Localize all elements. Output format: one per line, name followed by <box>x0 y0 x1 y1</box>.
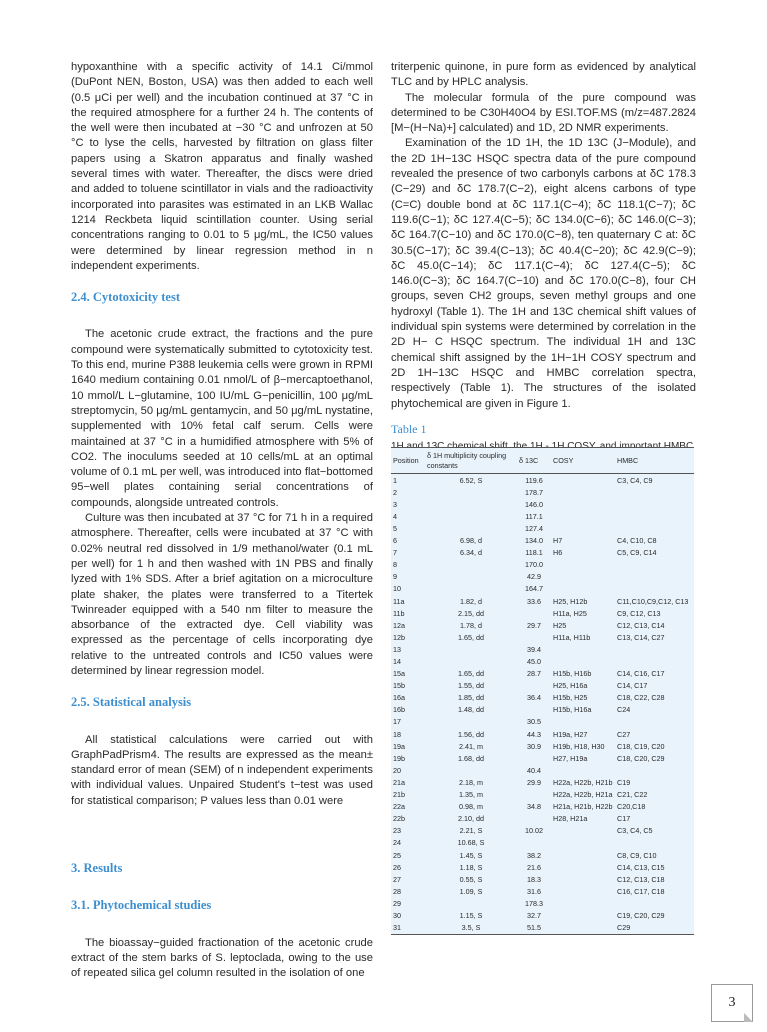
cell-carbon-shift: 36.4 <box>527 693 541 703</box>
cell-hmbc: C18, C19, C20 <box>617 741 665 751</box>
paragraph-cytotoxicity-2: Culture was then incubated at 37 °C for 71 h in a required atmosphere. Thereafter, cells were incubated at 37 °C with 0.02% neutral red dissolved in 1/9 methanol/water (0.1 mL per well) for 1 h and then washed with 1N PBS and finally lyzed with 1% SDS. After a brief agitation on a microculture plate shaker, the plates were transferred to a Titertek Twinreader equipped with a 540 nm filter to measure the absorbance of the extracted dye. Cell viability was expressed as the percentage of cells incorporating dye relative to the untreated controls and IC50 values were determined by linear regression model. <box>71 512 373 677</box>
left-column <box>71 60 373 982</box>
header-hmbc: HMBC <box>615 448 694 474</box>
cell-carbon-shift: 117.1 <box>525 511 543 521</box>
cell-position: 14 <box>393 657 401 666</box>
cell-cosy: H28, H21a <box>553 814 588 824</box>
cell-hmbc <box>615 837 694 849</box>
cell-hmbc <box>615 559 694 571</box>
table-row <box>391 656 694 668</box>
cell-carbon-shift: 30.5 <box>527 717 541 727</box>
cell-hmbc <box>615 571 694 583</box>
paragraph-antiplasmodial-continued: hypoxanthine with a specific activity of 14.1 Ci/mmol (DuPont NEN, Boston, USA) was then added to each well (0.5 μCi per well) and the incubation continued at 37 °C in the required atmosphere for a further 24 h. The contents of the well were then incubated at −30 °C and unfrozen at 50 °C to lyse the cells, harvested by filtration on glass filter papers using a Skatron apparatus and finally washed several times with water. Thereafter, the discs were dried and added to toluene scintillator in vials and the radioactivity incorporated into parasites was estimated in an LKB Wallac 1214 Reckbeta liquid scintillation counter. Using serial concentrations ranging to 0.01 to 5 μg/mL, the IC50 values were determined by linear regression method in n independent experiments. <box>71 61 373 272</box>
cell-cosy <box>551 559 615 571</box>
cell-position: 31 <box>391 922 425 935</box>
cell-hmbc: C18, C22, C28 <box>617 693 665 703</box>
section-heading-phytochemical: 3.1. Phytochemical studies <box>71 898 212 913</box>
cell-carbon-shift: 170.0 <box>525 560 543 570</box>
cell-proton-shift: 1.56, dd <box>458 729 484 739</box>
cell-proton-shift: 1.48, dd <box>458 705 484 715</box>
cell-carbon-shift <box>517 837 551 849</box>
cell-proton-shift: 1.09, S <box>459 886 483 896</box>
cell-carbon-shift: 40.4 <box>527 765 541 775</box>
cell-proton-shift <box>425 716 517 728</box>
cell-position: 24 <box>393 838 401 848</box>
cell-hmbc <box>615 656 694 668</box>
table-row <box>391 535 694 547</box>
cell-proton-shift: 1.78, d <box>460 620 482 630</box>
cell-cosy: H15b, H25 <box>553 693 588 703</box>
cell-cosy: H25, H16a <box>553 681 588 691</box>
cell-proton-shift: 6.52, S <box>459 475 483 485</box>
cell-hmbc <box>615 511 694 523</box>
cell-cosy: H19b, H18, H30 <box>553 741 605 751</box>
cell-hmbc <box>615 523 694 535</box>
header-cosy: COSY <box>551 448 615 474</box>
cell-cosy: H11a, H25 <box>553 608 587 618</box>
cell-position: 21b <box>393 790 405 800</box>
cell-proton-shift: 6.34, d <box>460 548 482 558</box>
cell-position: 20 <box>393 765 401 775</box>
cell-carbon-shift: 39.4 <box>527 644 541 654</box>
cell-proton-shift: 3.5, S <box>425 922 517 935</box>
cell-cosy: H15b, H16b <box>553 669 592 679</box>
right-column <box>391 60 696 460</box>
paragraph-quinone: triterpenic quinone, in pure form as evidenced by analytical TLC and by HPLC analysis. <box>391 61 696 89</box>
table-row <box>391 825 694 837</box>
cell-position: 10 <box>393 584 401 594</box>
cell-position: 30 <box>393 910 401 920</box>
table-row <box>391 886 694 898</box>
cell-proton-shift: 1.15, S <box>459 910 483 920</box>
cell-position: 21a <box>393 777 405 787</box>
cell-position: 27 <box>393 874 401 884</box>
table-row <box>391 511 694 523</box>
cell-position: 19a <box>393 741 405 751</box>
cell-carbon-shift: 21.6 <box>527 862 541 872</box>
table-row <box>391 765 694 777</box>
cell-position: 22b <box>393 814 405 824</box>
cell-position: 16b <box>393 705 405 715</box>
cell-proton-shift: 1.18, S <box>459 862 483 872</box>
cell-proton-shift <box>425 583 517 595</box>
cell-cosy <box>551 874 615 886</box>
cell-position: 1 <box>393 475 397 485</box>
table-row <box>391 571 694 583</box>
cell-proton-shift: 2.15, dd <box>458 608 484 618</box>
table-row <box>391 716 694 728</box>
cell-position: 15a <box>393 669 405 679</box>
cell-position: 19b <box>393 753 405 763</box>
paragraph-statistics: All statistical calculations were carried out with GraphPadPrism4. The results are expressed as the mean± standard error of mean (SEM) of n independent experiments with individual values. Unpaired Student's t−test was used for statistical comparison; P values less than 0.01 were <box>71 733 373 807</box>
cell-cosy: H11a, H11b <box>553 632 591 642</box>
header-position: Position <box>391 448 425 474</box>
cell-hmbc: C4, C10, C8 <box>617 536 657 546</box>
cell-hmbc: C14, C13, C15 <box>617 862 665 872</box>
cell-hmbc <box>615 765 694 777</box>
cell-cosy <box>551 922 615 935</box>
cell-hmbc: C29 <box>615 922 694 935</box>
cell-position: 23 <box>393 826 401 836</box>
cell-position: 6 <box>393 536 397 546</box>
cell-carbon-shift: 18.3 <box>527 874 541 884</box>
cell-proton-shift: 1.82, d <box>460 596 482 606</box>
cell-position: 11a <box>393 596 405 606</box>
cell-cosy <box>551 474 615 487</box>
table-row <box>391 499 694 511</box>
table-row <box>391 801 694 813</box>
cell-position: 8 <box>393 560 397 570</box>
cell-position: 4 <box>393 511 397 521</box>
cell-position: 25 <box>393 850 401 860</box>
table-row <box>391 704 694 716</box>
cell-position: 5 <box>393 523 397 533</box>
cell-position: 17 <box>393 717 401 727</box>
cell-cosy <box>551 886 615 898</box>
cell-proton-shift: 0.98, m <box>459 802 483 812</box>
cell-position: 22a <box>393 802 405 812</box>
cell-carbon-shift: 33.6 <box>527 596 541 606</box>
cell-proton-shift <box>425 523 517 535</box>
cell-carbon-shift: 28.7 <box>527 669 541 679</box>
table-row <box>391 874 694 886</box>
cell-position: 12a <box>393 620 405 630</box>
section-heading-results: 3. Results <box>71 861 123 876</box>
cell-cosy <box>551 571 615 583</box>
cell-proton-shift: 2.21, S <box>459 826 483 836</box>
cell-proton-shift <box>425 499 517 511</box>
cell-cosy <box>551 898 615 910</box>
cell-proton-shift: 0.55, S <box>459 874 483 884</box>
cell-carbon-shift <box>517 789 551 801</box>
header-carbon-shift: δ 13C <box>517 448 551 474</box>
cell-carbon-shift <box>517 632 551 644</box>
table-row <box>391 922 694 935</box>
page-number: 3 <box>711 984 753 1022</box>
cell-proton-shift: 1.55, dd <box>458 681 484 691</box>
cell-carbon-shift <box>517 680 551 692</box>
cell-carbon-shift: 178.3 <box>525 898 543 908</box>
cell-proton-shift <box>425 559 517 571</box>
table-row <box>391 680 694 692</box>
cell-proton-shift: 1.45, S <box>459 850 483 860</box>
cell-proton-shift: 1.85, dd <box>458 693 484 703</box>
cell-position: 3 <box>393 499 397 509</box>
table-header-row <box>391 448 694 474</box>
cell-proton-shift <box>425 765 517 777</box>
cell-hmbc <box>615 499 694 511</box>
cell-cosy: H15b, H16a <box>553 705 592 715</box>
cell-proton-shift <box>425 898 517 910</box>
cell-carbon-shift: 164.7 <box>525 584 543 594</box>
cell-cosy <box>551 523 615 535</box>
paragraph-molecular-formula: The molecular formula of the pure compound was determined to be C30H40O4 by ESI.TOF.MS (m/z=487.2824 [M−(H−Na)+] calculated) and 1D, 2D NMR experiments. <box>391 91 696 135</box>
cell-cosy: H25 <box>553 620 567 630</box>
cell-position: 29 <box>393 898 401 908</box>
table-row <box>391 559 694 571</box>
cell-position: 18 <box>393 729 401 739</box>
table-row <box>391 813 694 825</box>
cell-hmbc <box>615 583 694 595</box>
section-heading-statistics: 2.5. Statistical analysis <box>71 695 192 710</box>
cell-carbon-shift: 38.2 <box>527 850 541 860</box>
cell-carbon-shift: 32.7 <box>527 910 541 920</box>
cell-cosy <box>551 837 615 849</box>
cell-cosy <box>551 487 615 499</box>
cell-cosy: H27, H19a <box>553 753 588 763</box>
cell-cosy <box>551 499 615 511</box>
cell-cosy: H19a, H27 <box>553 729 588 739</box>
cell-position: 26 <box>393 862 401 872</box>
paragraph-nmr-examination: Examination of the 1D 1H, the 1D 13C (J−Module), and the 2D 1H−13C HSQC spectra data of the pure compound revealed the presence of two carbonyls carbons at δC 178.3 (C−29) and δC 178.7(C−2), eight alcens carbons of type (C=C) double bond at δC 117.1(C−4); δC 118.1(C−7); δC 119.6(C−1); δC 127.4(C−5); δC 134.0(C−6); δC 146.0(C−3); δC 164.7(C−10) and δC 170.0(C−8), ten quaternary C at: δC 30.5(C−17); δC 39.4(C−13); δC 40.4(C−20); δC 42.9(C−9); δC 45.0(C−14); δC 117.1(C−4); δC 127.4(C−5); δC 146.0(C−3); δC 164.7(C−10) and δC 170.0(C−8), four CH groups, seven CH2 groups, seven methyl groups and one hydroxyl (Table 1). The 1H and 13C chemical shift values of individual spin systems were determined by correlation in the 2D H− C HSQC spectrum. The individual 1H and 13C chemical shift assigned by the 1H−1H COSY spectrum and 2D 1H−13C HSQC and HMBC correlation spectra, respectively (Table 1). The structures of the isolated phytochemical are given in Figure 1. <box>391 137 696 410</box>
cell-proton-shift: 1.35, m <box>459 790 483 800</box>
cell-proton-shift: 2.10, dd <box>458 814 484 824</box>
cell-carbon-shift <box>517 753 551 765</box>
cell-cosy <box>551 825 615 837</box>
cell-hmbc: C14, C17 <box>617 681 648 691</box>
table-row <box>391 595 694 607</box>
cell-proton-shift: 1.65, dd <box>458 669 484 679</box>
nmr-data-table <box>391 447 694 935</box>
cell-carbon-shift <box>517 813 551 825</box>
table-row <box>391 668 694 680</box>
cell-cosy <box>551 644 615 656</box>
cell-proton-shift: 1.65, dd <box>458 632 484 642</box>
cell-hmbc: C9, C12, C13 <box>617 608 661 618</box>
cell-cosy <box>551 716 615 728</box>
cell-hmbc: C19, C20, C29 <box>617 910 665 920</box>
cell-position: 12b <box>393 632 405 642</box>
cell-position: 11b <box>393 608 405 618</box>
cell-hmbc: C19 <box>617 777 631 787</box>
cell-cosy <box>551 910 615 922</box>
table-row <box>391 849 694 861</box>
cell-proton-shift <box>425 511 517 523</box>
cell-hmbc: C21, C22 <box>617 790 648 800</box>
cell-position: 9 <box>393 572 397 582</box>
table-row <box>391 583 694 595</box>
table-row <box>391 644 694 656</box>
table-row <box>391 474 694 487</box>
table-row <box>391 692 694 704</box>
table-row <box>391 777 694 789</box>
cell-hmbc: C14, C16, C17 <box>617 669 665 679</box>
cell-hmbc: C27 <box>617 729 631 739</box>
cell-carbon-shift: 178.7 <box>525 487 543 497</box>
cell-cosy <box>551 583 615 595</box>
cell-hmbc <box>615 644 694 656</box>
table-row <box>391 789 694 801</box>
cell-hmbc: C13, C14, C27 <box>617 632 665 642</box>
cell-hmbc: C11,C10,C9,C12, C13 <box>617 596 689 606</box>
table-row <box>391 728 694 740</box>
paragraph-cytotoxicity-1: The acetonic crude extract, the fractions and the pure compound were systematically submitted to cytotoxicity test. To this end, murine P388 leukemia cells were grown in RPMI 1640 medium containing 0.01 nmol/L of β−mercaptoethanol, 10 mmol/L L−glutamine, 100 IU/mL G−penicillin, 100 μg/mL streptomycin, 50 μg/mL gentamycin, and 50 μg/mL nystatine, supplemented with 10% fetal calf serum. Cells were maintained at 37 °C in a humidified atmosphere with 5% of CO2. The inoculums seeded at 10 cells/mL at an optimal volume of 0.1 mL per well, was introduced into flat−bottomed 95−well plates containing serial concentrations of compounds, alongside untreated controls. <box>71 328 373 509</box>
cell-proton-shift: 6.98, d <box>460 536 482 546</box>
cell-hmbc: C20,C18 <box>617 802 646 812</box>
cell-position: 28 <box>393 886 401 896</box>
table-row <box>391 740 694 752</box>
table-row <box>391 898 694 910</box>
table-body <box>391 474 694 935</box>
table-row <box>391 620 694 632</box>
cell-carbon-shift: 30.9 <box>527 741 541 751</box>
table-row <box>391 607 694 619</box>
table-row <box>391 632 694 644</box>
cell-cosy: H22a, H22b, H21a <box>553 790 613 800</box>
cell-hmbc: C17 <box>617 814 631 824</box>
cell-cosy: H7 <box>553 536 563 546</box>
cell-carbon-shift: 119.6 <box>525 475 543 485</box>
cell-carbon-shift: 31.6 <box>527 886 541 896</box>
table-row <box>391 861 694 873</box>
header-proton-shift: δ 1H multiplicity coupling constants <box>425 448 517 474</box>
table-title: Table 1 <box>391 421 427 436</box>
cell-hmbc <box>615 487 694 499</box>
cell-carbon-shift: 118.1 <box>525 548 543 558</box>
cell-proton-shift <box>425 644 517 656</box>
cell-hmbc <box>615 716 694 728</box>
cell-carbon-shift: 146.0 <box>525 499 543 509</box>
cell-cosy: H21a, H21b, H22b <box>553 802 613 812</box>
cell-hmbc: C3, C4, C9 <box>617 475 653 485</box>
section-heading-cytotoxicity: 2.4. Cytotoxicity test <box>71 290 180 305</box>
cell-position: 7 <box>393 548 397 558</box>
paragraph-phytochemical: The bioassay−guided fractionation of the acetonic crude extract of the stem barks of S. leptoclada, owing to the use of repeated silica gel column resulted in the isolation of one <box>71 936 373 980</box>
cell-cosy: H25, H12b <box>553 596 588 606</box>
cell-carbon-shift: 51.5 <box>517 922 551 935</box>
cell-hmbc: C18, C20, C29 <box>617 753 665 763</box>
cell-hmbc: C3, C4, C5 <box>617 826 653 836</box>
cell-position: 16a <box>393 693 405 703</box>
cell-proton-shift: 10.68, S <box>457 838 485 848</box>
cell-position: 15b <box>393 681 405 691</box>
table-row <box>391 547 694 559</box>
cell-cosy <box>551 656 615 668</box>
cell-hmbc: C12, C13, C18 <box>617 874 665 884</box>
cell-carbon-shift <box>517 704 551 716</box>
cell-hmbc: C5, C9, C14 <box>617 548 657 558</box>
table-row <box>391 910 694 922</box>
cell-carbon-shift: 29.9 <box>527 777 541 787</box>
cell-proton-shift: 2.18, m <box>459 777 483 787</box>
cell-carbon-shift: 127.4 <box>525 523 543 533</box>
cell-proton-shift: 2.41, m <box>459 741 483 751</box>
table-row <box>391 523 694 535</box>
cell-proton-shift: 1.68, dd <box>458 753 484 763</box>
cell-carbon-shift: 42.9 <box>527 572 541 582</box>
cell-carbon-shift: 10.02 <box>525 826 543 836</box>
table-row <box>391 837 694 849</box>
table-row <box>391 753 694 765</box>
cell-hmbc: C24 <box>617 705 631 715</box>
cell-cosy <box>551 861 615 873</box>
cell-carbon-shift: 29.7 <box>527 620 541 630</box>
cell-carbon-shift: 45.0 <box>527 657 541 666</box>
cell-hmbc <box>615 898 694 910</box>
cell-carbon-shift <box>517 607 551 619</box>
cell-cosy <box>551 511 615 523</box>
cell-hmbc: C16, C17, C18 <box>617 886 665 896</box>
cell-cosy: H6 <box>553 548 563 558</box>
cell-carbon-shift: 134.0 <box>525 536 543 546</box>
cell-proton-shift <box>425 656 517 668</box>
cell-hmbc: C8, C9, C10 <box>617 850 657 860</box>
cell-proton-shift <box>425 487 517 499</box>
cell-carbon-shift: 34.8 <box>527 802 541 812</box>
cell-position: 13 <box>393 644 401 654</box>
cell-proton-shift <box>425 571 517 583</box>
cell-cosy <box>551 849 615 861</box>
cell-carbon-shift: 44.3 <box>527 729 541 739</box>
table-row <box>391 487 694 499</box>
cell-cosy <box>551 765 615 777</box>
cell-hmbc: C12, C13, C14 <box>617 620 665 630</box>
cell-position: 2 <box>393 487 397 497</box>
cell-cosy: H22a, H22b, H21b <box>553 777 613 787</box>
